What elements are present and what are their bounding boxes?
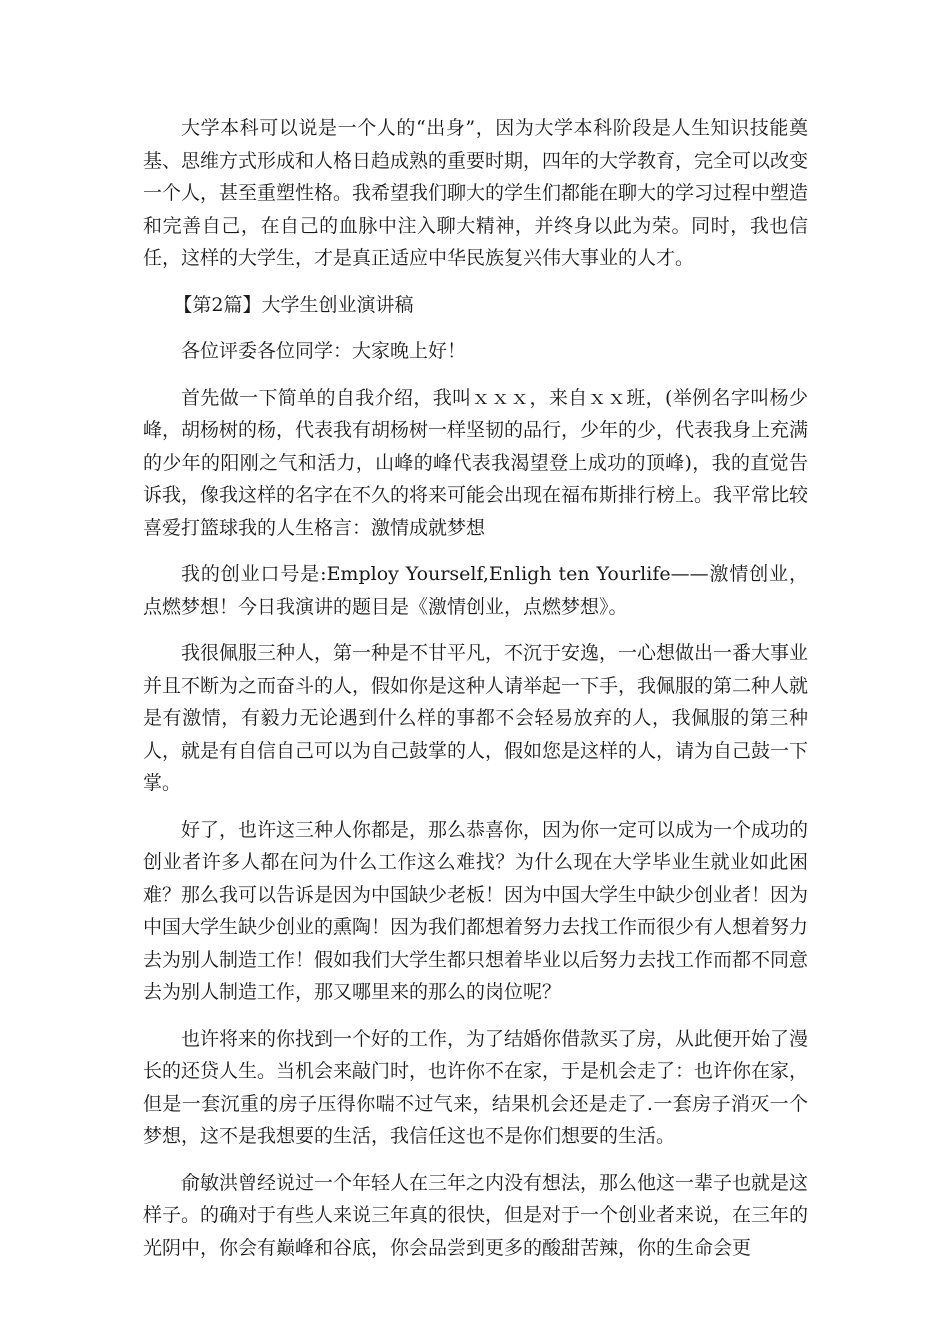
paragraph-self-introduction: 首先做一下简单的自我介绍，我叫ｘｘｘ，来自ｘｘ班，(举例名字叫杨少峰，胡杨树的杨，代表我有胡杨树一样坚韧的品行，少年的少，代表我身上充满的少年的阳刚之气和活力，山峰的峰代表我渴望登上成功的顶峰)，我的直觉告诉我，像我这样的名字在不久的将来可能会出现在福布斯排行榜上。我平常比较喜爱打篮球我的人生格言：激情成就梦想 bbox=[143, 386, 809, 539]
paragraph-intro-conclusion: 大学本科可以说是一个人的“出身”，因为大学本科阶段是人生知识技能奠基、思维方式形成和人格日趋成熟的重要时期，四年的大学教育，完全可以改变一个人，甚至重塑性格。我希望我们聊大的学生们都能在聊大的学习过程中塑造和完善自己，在自己的血脉中注入聊大精神，并终身以此为荣。同时，我也信任，这样的大学生，才是真正适应中华民族复兴伟大事业的人才。 bbox=[143, 117, 809, 269]
paragraph-slogan: 我的创业口号是:Employ Yourself,Enligh ten Yourlife——激情创业，点燃梦想！今日我演讲的题目是《激情创业，点燃梦想》。 bbox=[143, 563, 808, 618]
paragraph-greeting: 各位评委各位同学：大家晚上好！ bbox=[181, 340, 467, 362]
section-heading: 【第2篇】大学生创业演讲稿 bbox=[173, 293, 414, 316]
paragraph-employment-difficulty: 好了，也许这三种人你都是，那么恭喜你，因为你一定可以成为一个成功的创业者许多人都在问为什么工作这么难找？为什么现在大学毕业生就业如此困难？那么我可以告诉是因为中国缺少老板！因为中国大学生中缺少创业者！因为中国大学生缺少创业的熏陶！因为我们都想着努力去找工作而很少有人想着努力去为别人制造工作！假如我们大学生都只想着毕业以后努力去找工作而都不同意去为别人制造工作，那又哪里来的那么的岗位呢？ bbox=[143, 818, 809, 1003]
paragraph-three-kinds-of-people: 我很佩服三种人，第一种是不甘平凡，不沉于安逸，一心想做出一番大事业并且不断为之而奋斗的人，假如你是这种人请举起一下手，我佩服的第二种人就是有激情，有毅力无论遇到什么样的事都不会轻易放弃的人，我佩服的第三种人，就是有自信自己可以为自己鼓掌的人，假如您是这样的人，请为自己鼓一下掌。 bbox=[143, 642, 809, 794]
paragraph-house-loan: 也许将来的你找到一个好的工作，为了结婚你借款买了房，从此便开始了漫长的还贷人生。当机会来敲门时，也许你不在家，于是机会走了：也许你在家，但是一套沉重的房子压得你喘不过气来，结果机会还是走了.一套房子消灭一个梦想，这不是我想要的生活，我信任这也不是你们想要的生活。 bbox=[143, 1027, 809, 1147]
paragraph-three-years: 俞敏洪曾经说过一个年轻人在三年之内没有想法，那么他这一辈子也就是这样子。的确对于有些人来说三年真的很快，但是对于一个创业者来说，在三年的光阴中，你会有巅峰和谷底，你会品尝到更多的酸甜苦辣，你的生命会更 bbox=[143, 1171, 809, 1259]
document-body bbox=[143, 112, 808, 1278]
